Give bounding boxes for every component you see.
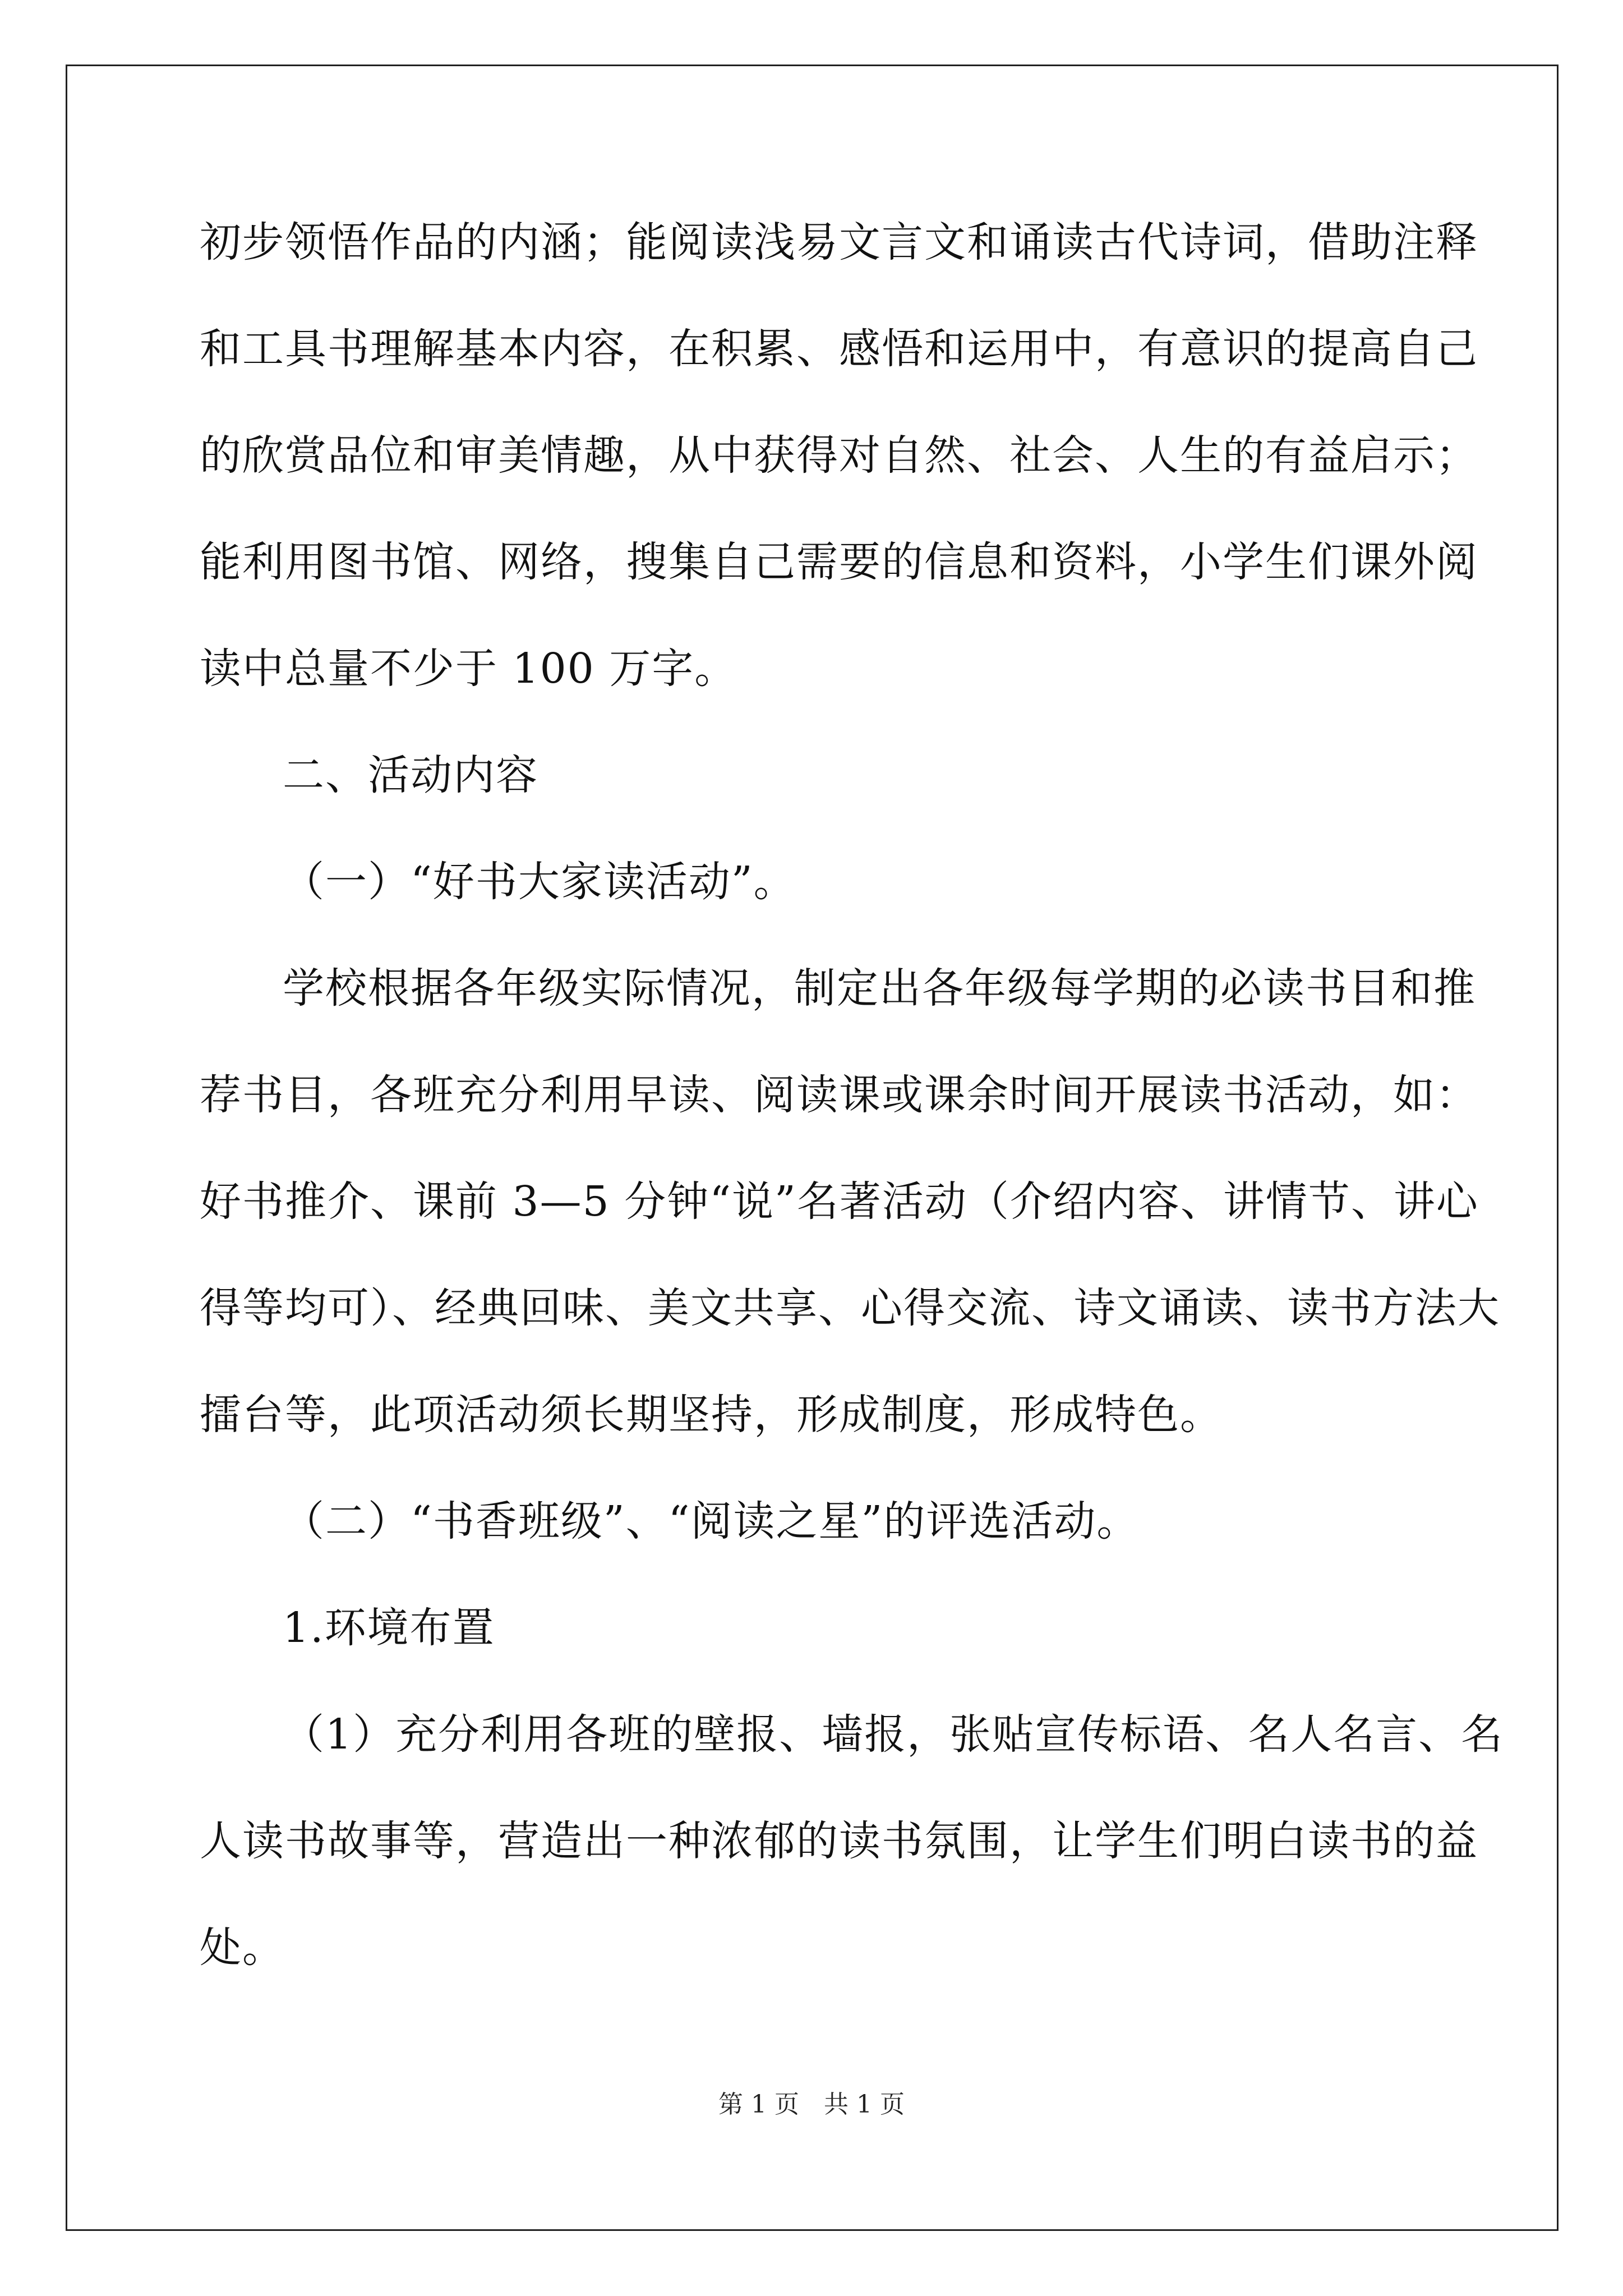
body-line-12: 擂台等，此项活动须长期坚持，形成制度，形成特色。 (200, 1391, 1223, 1439)
body-line-5: 读中总量不少于 100 万字。 (200, 645, 737, 693)
body-line-17: 处。 (200, 1924, 285, 1972)
body-line-10: 好书推介、课前 3—5 分钟“说”名著活动（介绍内容、讲情节、讲心 (200, 1177, 1479, 1226)
body-line-9: 荐书目，各班充分利用早读、阅读课或课余时间开展读书活动，如： (200, 1071, 1478, 1119)
body-line-16: 人读书故事等，营造出一种浓郁的读书氛围，让学生们明白读书的益 (200, 1817, 1478, 1865)
body-line-11: 得等均可）、经典回味、美文共享、心得交流、诗文诵读、读书方法大 (200, 1284, 1500, 1332)
body-line-8: 学校根据各年级实际情况，制定出各年级每学期的必读书目和推 (283, 964, 1476, 1013)
body-line-4: 能利用图书馆、网络，搜集自己需要的信息和资料，小学生们课外阅 (200, 538, 1478, 586)
body-line-3: 的欣赏品位和审美情趣，从中获得对自然、社会、人生的有益启示； (200, 431, 1478, 480)
body-line-1: 初步领悟作品的内涵；能阅读浅易文言文和诵读古代诗词，借助注释 (200, 218, 1478, 266)
body-line-2: 和工具书理解基本内容，在积累、感悟和运用中，有意识的提高自己 (200, 325, 1478, 373)
page-border (66, 65, 1559, 2231)
page-number: 第 1 页 共 1 页 (718, 2090, 905, 2119)
body-line-15: （1）充分利用各班的壁报、墙报，张贴宣传标语、名人名言、名 (283, 1710, 1504, 1759)
item-heading: 1.环境布置 (283, 1604, 495, 1652)
section-heading: 二、活动内容 (283, 751, 538, 799)
subsection-heading-1: （一）“好书大家读活动”。 (283, 858, 796, 906)
subsection-heading-2: （二）“书香班级”、“阅读之星”的评选活动。 (283, 1497, 1140, 1545)
